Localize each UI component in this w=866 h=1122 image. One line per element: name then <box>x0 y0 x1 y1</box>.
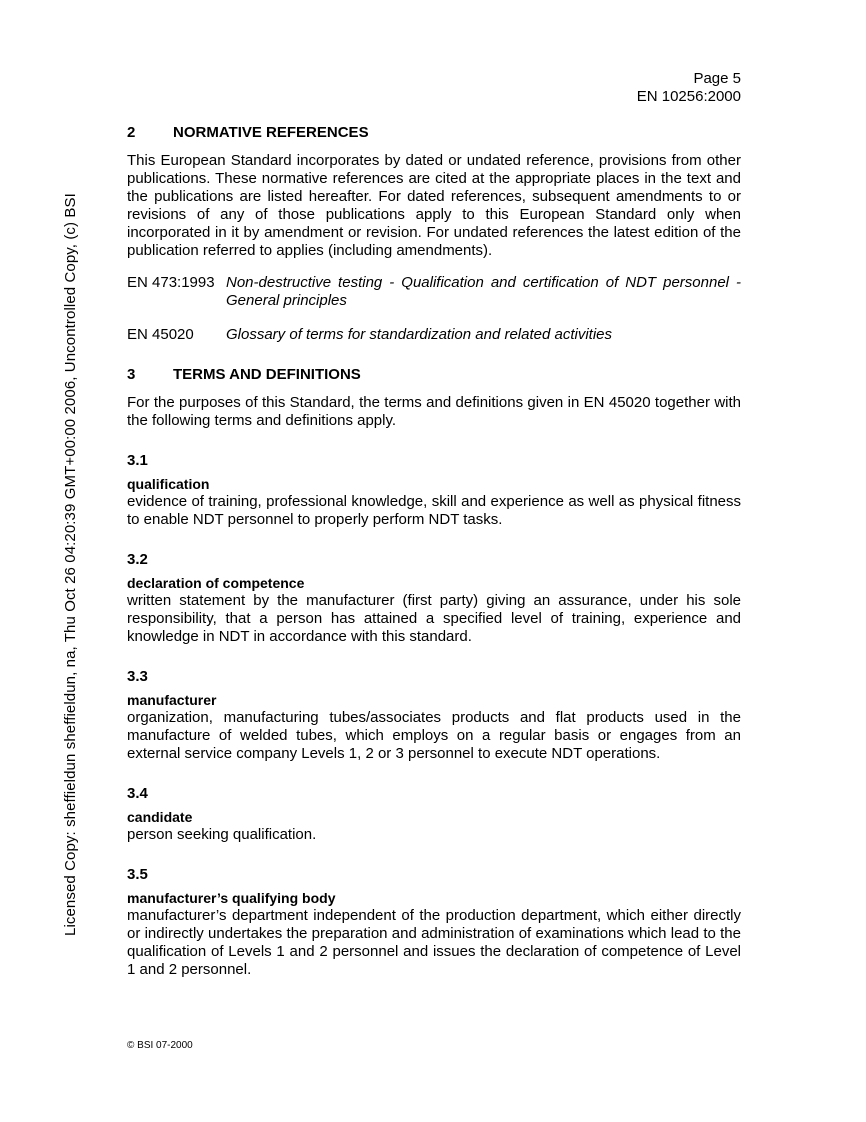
page-header <box>637 70 741 106</box>
term-definition: person seeking qualification. <box>127 826 317 843</box>
section-3-heading <box>127 366 741 384</box>
term-definition: evidence of training, professional knowledge, skill and experience as well as physical fitness to enable NDT personnel to properly perform NDT tasks. <box>127 493 741 528</box>
section-2-heading <box>127 124 741 142</box>
reference-code: EN 473:1993 <box>127 274 215 291</box>
license-watermark: Licensed Copy: sheffieldun sheffieldun, na, Thu Oct 26 04:20:39 GMT+00:00 2006, Uncontrolled Copy, (c) BSI <box>62 193 79 936</box>
term-name: manufacturer’s qualifying body <box>127 890 336 906</box>
section-title: TERMS AND DEFINITIONS <box>173 366 361 383</box>
term-entry <box>127 452 741 529</box>
term-entry <box>127 668 741 763</box>
definitions-intro: For the purposes of this Standard, the terms and definitions given in EN 45020 together with the following terms and definitions apply. <box>127 394 741 429</box>
term-number: 3.5 <box>127 866 148 883</box>
term-definition: organization, manufacturing tubes/associates products and flat products used in the manufacture of welded tubes, which employs on a regular basis or engages from an external service company Levels 1, 2 or 3 personnel to execute NDT operations. <box>127 709 741 762</box>
term-name: manufacturer <box>127 692 217 708</box>
copyright-footer: © BSI 07-2000 <box>127 1040 193 1051</box>
section-number: 2 <box>127 124 136 141</box>
term-number: 3.4 <box>127 785 148 802</box>
reference-title: Non-destructive testing - Qualification and certification of NDT personnel - General principles <box>226 274 741 309</box>
page-number: Page 5 <box>693 70 741 87</box>
term-entry <box>127 551 741 646</box>
reference-row <box>127 274 741 310</box>
term-entry <box>127 785 741 844</box>
standard-id: EN 10256:2000 <box>636 88 741 105</box>
section-number: 3 <box>127 366 136 383</box>
term-number: 3.3 <box>127 668 148 685</box>
reference-code: EN 45020 <box>127 326 194 343</box>
term-definition: manufacturer’s department independent of the production department, which either directly or indirectly undertakes the preparation and administration of examinations which lead to the qualification of Levels 1 and 2 personnel and issues the declaration of competence of Level 1 and 2 personnel. <box>127 907 741 978</box>
document-body <box>127 124 741 979</box>
reference-title: Glossary of terms for standardization and related activities <box>226 326 613 343</box>
term-number: 3.2 <box>127 551 148 568</box>
term-name: declaration of competence <box>127 575 305 591</box>
term-definition: written statement by the manufacturer (first party) giving an assurance, under his sole responsibility, that a person has attained a specified level of training, experience and knowledge in NDT in accordance with this standard. <box>127 592 741 645</box>
term-entry <box>127 866 741 979</box>
reference-row <box>127 326 741 344</box>
term-name: candidate <box>127 809 193 825</box>
section-title: NORMATIVE REFERENCES <box>173 124 369 141</box>
normative-intro: This European Standard incorporates by dated or undated reference, provisions from other publications. These normative references are cited at the appropriate places in the text and the publications are listed hereafter. For dated references, subsequent amendments to or revisions of any of those publications apply to this European Standard only when incorporated in it by amendment or revision. For undated references the latest edition of the publication referred to applies (including amendments). <box>127 152 741 259</box>
term-number: 3.1 <box>127 452 148 469</box>
term-name: qualification <box>127 476 210 492</box>
